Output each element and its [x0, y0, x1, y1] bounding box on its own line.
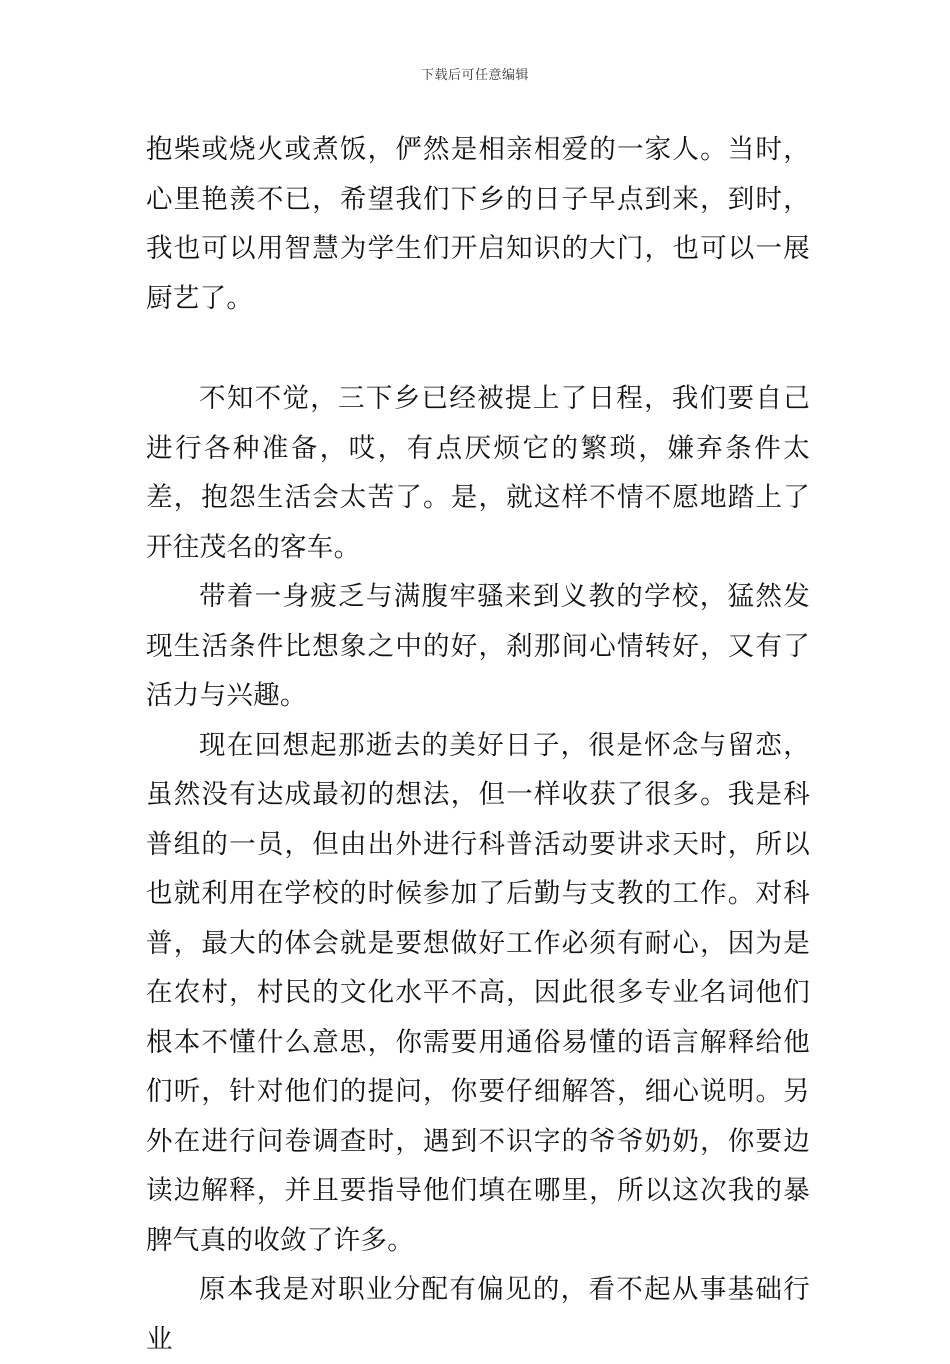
paragraph-gap — [146, 323, 810, 374]
paragraph-3: 带着一身疲乏与满腹牢骚来到义教的学校，猛然发现生活条件比想象之中的好，刹那间心情转好，又有了活力与兴趣。 — [146, 581, 810, 711]
paragraph-1: 抱柴或烧火或煮饭，俨然是相亲相爱的一家人。当时，心里艳羡不已，希望我们下乡的日子早点到来，到时，我也可以用智慧为学生们开启知识的大门，也可以一展厨艺了。 — [146, 134, 810, 314]
paragraph-2: 不知不觉，三下乡已经被提上了日程，我们要自己进行各种准备，哎，有点厌烦它的繁琐，嫌弃条件太差，抱怨生活会太苦了。是，就这样不情不愿地踏上了开往茂名的客车。 — [146, 383, 810, 563]
page-header-note: 下载后可任意编辑 — [420, 68, 529, 83]
paragraph-4: 现在回想起那逝去的美好日子，很是怀念与留恋，虽然没有达成最初的想法，但一样收获了很多。我是科普组的一员，但由出外进行科普活动要讲求天时，所以也就利用在学校的时候参加了后勤与支教的工作。对科普，最大的体会就是要想做好工作必须有耐心，因为是在农村，村民的文化水平不高，因此很多专业名词他们根本不懂什么意思，你需要用通俗易懂的语言解释给他们听，针对他们的提问，你要仔细解答，细心说明。另外在进行问卷调查时，遇到不识字的爷爷奶奶，你要边读边解释，并且要指导他们填在哪里，所以这次我的暴脾气真的收敛了许多。 — [146, 729, 810, 1256]
document-body — [146, 125, 810, 1364]
paragraph-5: 原本我是对职业分配有偏见的，看不起从事基础行业 — [146, 1274, 810, 1355]
